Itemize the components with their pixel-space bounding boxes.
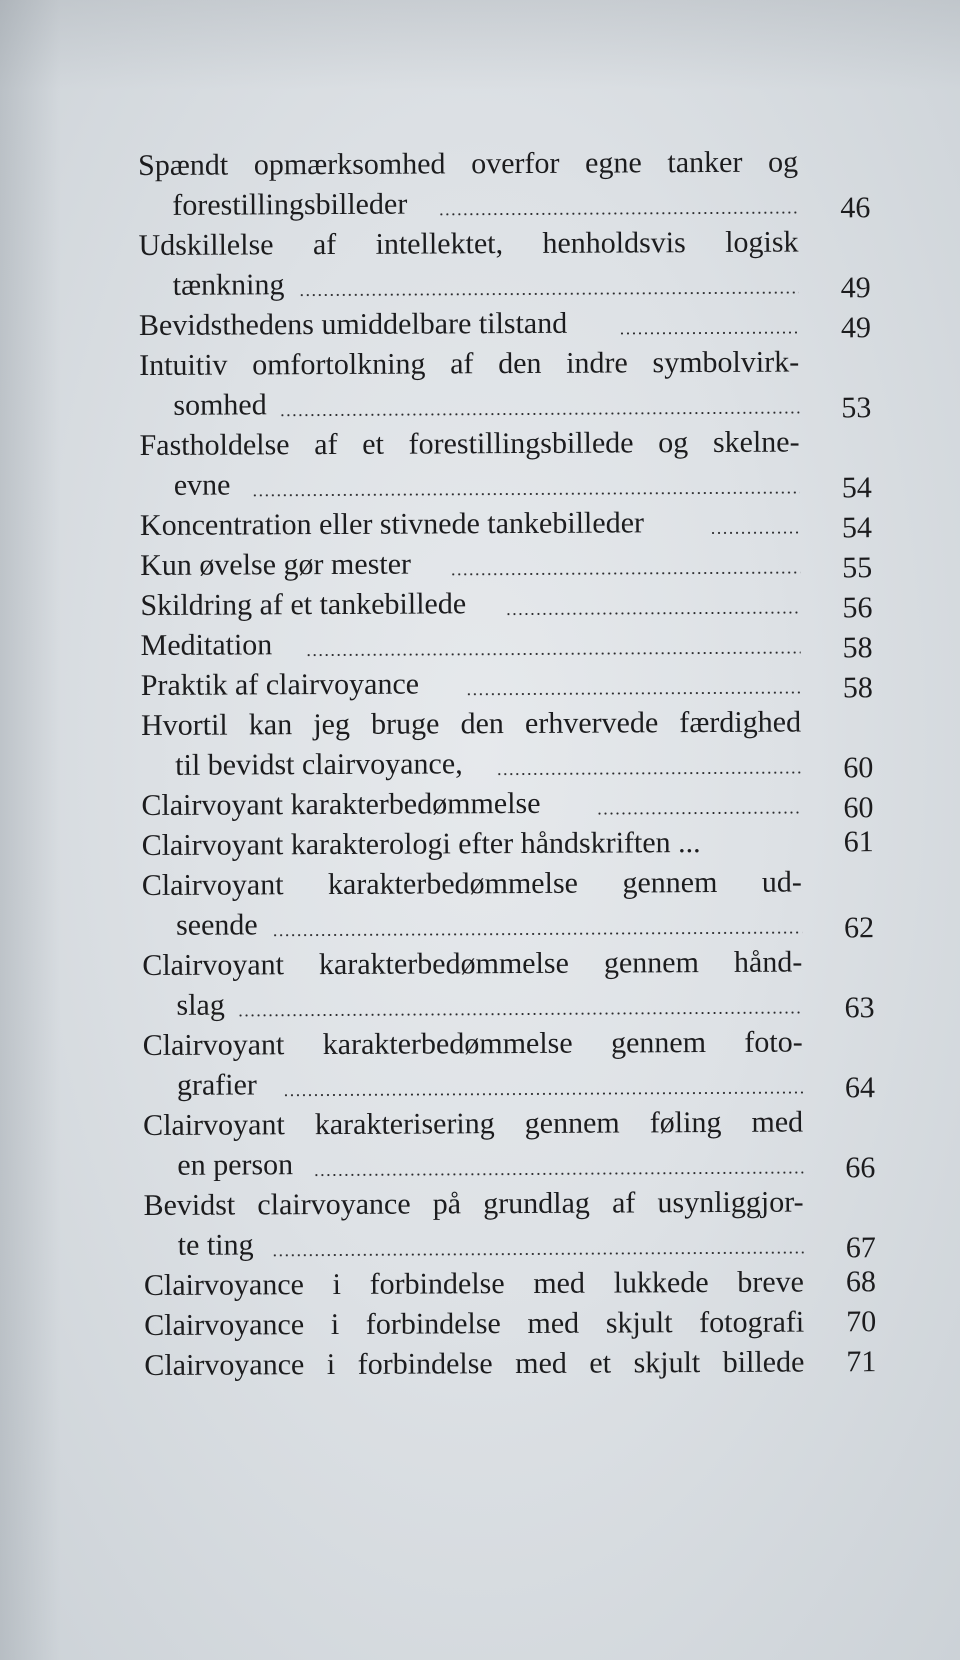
toc-entry-text: Intuitiv omfortolkning af den indre symbolvirk- [139, 345, 800, 382]
toc-entry-line [139, 262, 871, 306]
toc-entry-text: Koncentration eller stivnede tankebilleder [139, 506, 645, 542]
dot-leader [496, 772, 801, 776]
toc-entry-text: Clairvoyance i forbindelse med skjult fotografi [144, 1305, 805, 1342]
toc-page-number: 49 [840, 311, 872, 345]
toc-entry-line [144, 1342, 876, 1386]
toc-entry-line [139, 422, 871, 466]
toc-entry-text: Bevidst clairvoyance på grundlag af usynliggjor- [143, 1185, 804, 1222]
toc-entry-line [143, 1142, 875, 1186]
toc-entry-line [142, 822, 874, 866]
toc-entry-text: til bevidst clairvoyance, [175, 747, 463, 782]
toc-entry-text: en person [177, 1148, 294, 1182]
toc-entry-text: Kun øvelse gør mester [140, 547, 412, 582]
dot-leader [313, 1172, 803, 1177]
toc-entry-text: Spændt opmærksomhed overfor egne tanker og [138, 145, 799, 182]
dot-leader [466, 692, 801, 696]
toc-entry-text: grafier [176, 1068, 257, 1102]
toc-entry-text: Clairvoyant karakterbedømmelse gennem foto- [142, 1025, 803, 1062]
toc-page-number: 49 [840, 271, 871, 305]
toc-entry-line [144, 1302, 876, 1346]
table-of-contents [138, 142, 876, 1386]
toc-entry-text: Clairvoyant karakterbedømmelse gennem ud- [141, 865, 802, 902]
toc-entry-line [139, 342, 871, 386]
toc-entry-line [144, 1222, 876, 1266]
toc-page-number: 63 [844, 991, 875, 1025]
dot-leader [272, 1252, 804, 1257]
toc-entry-line [144, 1262, 876, 1306]
toc-entry-line [139, 382, 871, 426]
toc-page-number: 70 [846, 1305, 877, 1339]
page-shading-left [0, 0, 60, 1660]
toc-entry-line [143, 1062, 875, 1106]
toc-page-number: 62 [844, 911, 875, 945]
dot-leader [238, 1012, 803, 1017]
toc-entry-line [142, 902, 874, 946]
toc-entry-text: tænkning [172, 268, 285, 302]
toc-page-number: 56 [842, 591, 873, 625]
toc-page-number: 71 [846, 1345, 877, 1379]
toc-entry-text: Praktik af clairvoyance [140, 667, 420, 702]
toc-entry-line [141, 662, 873, 706]
toc-entry-text: Clairvoyant karakterbedømmelse [141, 786, 541, 822]
toc-entry-text: Clairvoyance i forbindelse med et skjult billede [144, 1345, 805, 1382]
toc-entry-text: Fastholdelse af et forestillingsbillede og skelne- [139, 425, 800, 462]
toc-page-number: 68 [845, 1265, 877, 1299]
toc-page-number: 67 [845, 1231, 876, 1265]
dot-leader [450, 572, 800, 576]
dot-leader [279, 412, 799, 417]
dot-leader [252, 492, 800, 497]
toc-entry-line [142, 942, 874, 986]
toc-entry-text: Clairvoyant karakterbedømmelse gennem hånd- [142, 945, 803, 982]
dot-leader [710, 532, 800, 534]
dot-leader [283, 1092, 803, 1097]
toc-page-number: 58 [842, 671, 873, 705]
toc-page-number: 64 [844, 1071, 876, 1105]
toc-page-number: 66 [845, 1151, 876, 1185]
toc-page-number: 55 [842, 551, 873, 585]
toc-page-number: 46 [840, 191, 871, 225]
toc-entry-line [138, 142, 870, 186]
toc-page-number: 60 [843, 791, 874, 825]
dot-leader [306, 652, 801, 657]
dot-leader [505, 612, 800, 616]
dot-leader [299, 292, 799, 297]
toc-page-number: 60 [843, 751, 874, 785]
toc-entry-line [139, 302, 871, 346]
toc-entry-line [141, 622, 873, 666]
toc-entry-line [141, 742, 873, 786]
toc-entry-text: slag [176, 988, 225, 1022]
dot-leader [272, 932, 802, 937]
toc-entry-text: Skildring af et tankebillede [140, 587, 467, 622]
toc-entry-line [140, 582, 872, 626]
dot-leader [619, 332, 799, 335]
dot-leader [596, 812, 801, 815]
toc-entry-line [141, 702, 873, 746]
toc-entry-line [140, 502, 872, 546]
toc-entry-line [138, 182, 870, 226]
toc-entry-text: forestillingsbilleder [172, 187, 408, 222]
toc-entry-text: Udskillelse af intellektet, henholdsvis logisk [138, 225, 799, 262]
toc-entry-line [143, 1182, 875, 1226]
toc-entry-text: Hvortil kan jeg bruge den erhvervede færdighed [140, 705, 802, 742]
toc-entry-text: Clairvoyant karakterologi efter håndskriften ... [141, 826, 701, 862]
toc-entry-line [141, 782, 873, 826]
toc-entry-text: Meditation [140, 628, 273, 662]
toc-entry-text: Clairvoyant karakterisering gennem føling med [143, 1105, 804, 1142]
toc-entry-line [143, 1102, 875, 1146]
toc-page-number: 54 [841, 511, 873, 545]
toc-page-number: 53 [841, 391, 872, 425]
toc-entry-line [142, 982, 874, 1026]
toc-entry-line [142, 862, 874, 906]
toc-entry-line [138, 222, 870, 266]
toc-page-number: 54 [841, 471, 872, 505]
toc-page-number: 61 [843, 825, 874, 859]
toc-entry-text: Bevidsthedens umiddelbare tilstand [138, 306, 568, 342]
toc-entry-text: seende [175, 908, 258, 942]
toc-entry-text: evne [173, 468, 231, 502]
toc-entry-text: somhed [173, 388, 267, 422]
toc-entry-line [140, 542, 872, 586]
toc-entry-line [143, 1022, 875, 1066]
toc-entry-text: te ting [177, 1228, 254, 1262]
page-shading-top [0, 0, 960, 90]
toc-entry-line [140, 462, 872, 506]
toc-page-number: 58 [842, 631, 873, 665]
toc-entry-text: Clairvoyance i forbindelse med lukkede breve [143, 1265, 805, 1302]
dot-leader [438, 212, 798, 216]
